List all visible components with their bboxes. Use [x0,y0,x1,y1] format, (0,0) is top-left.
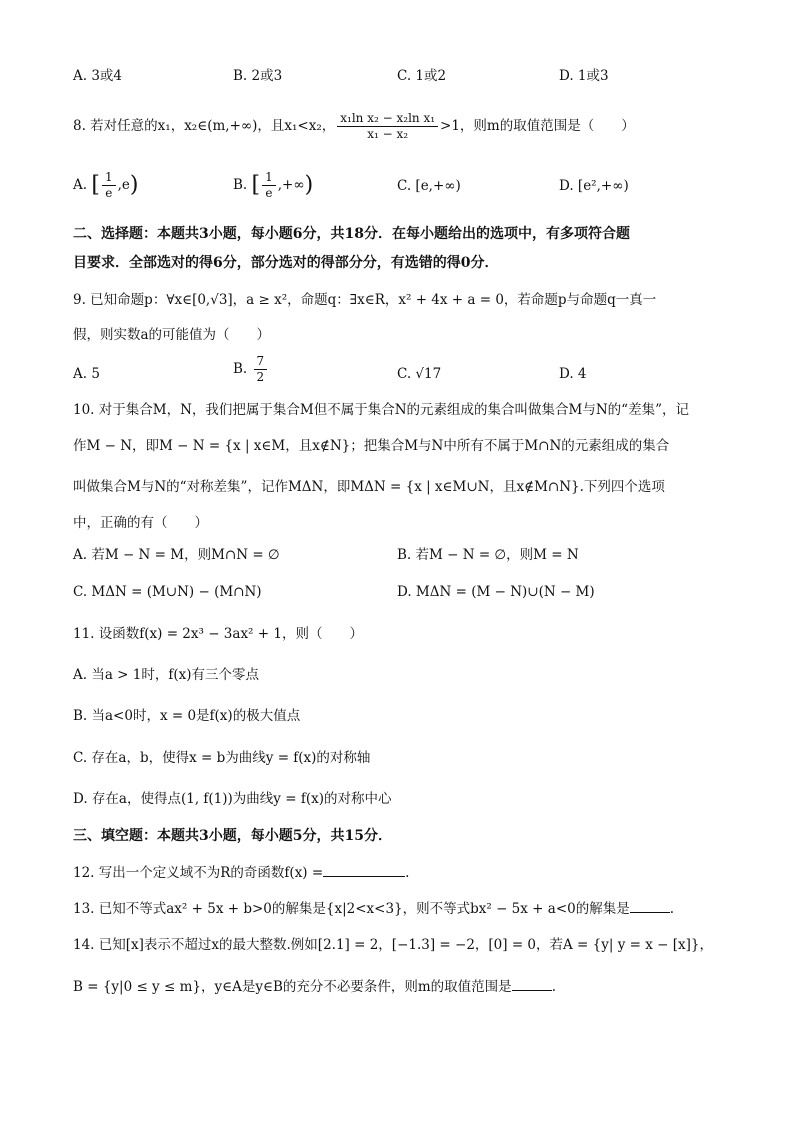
q14-text: B = {y|0 ≤ y ≤ m}，y∈A是y∈B的充分不必要条件，则m的取值范围是 [73,979,512,995]
q7-option-a: A. 3或4 [73,68,123,84]
q14-answer-blank[interactable] [512,976,552,991]
q8-option-b-den: e [265,186,273,200]
q10-stem-line3: 叫做集合M与N的“对称差集”，记作MΔN，即MΔN = {x | x∈M∪N，且x∉M∩N}.下列四个选项 [73,479,665,495]
q10-option-c: C. MΔN = (M∪N) − (M∩N) [73,584,262,600]
q13-stem [73,898,744,919]
q8-option-a-den: e [105,186,113,200]
q8-prefix: 8. 若对任意的x₁，x₂∈(m,+∞)，且x₁<x₂， [73,118,336,134]
q8-stem [73,111,744,142]
q12-answer-blank[interactable] [323,862,405,877]
q9-stem-line1: 9. 已知命题p：∀x∈[0,√3]，a ≥ x²，命题q：∃x∈R，x² + 4x + a = 0，若命题p与命题q一真一 [73,292,657,308]
q10-stem-line1: 10. 对于集合M，N，我们把属于集合M但不属于集合N的元素组成的集合叫做集合M与N的“差集”，记 [73,402,689,418]
section2-heading-line2: 目要求．全部选对的得6分，部分选对的得部分分，有选错的得0分． [73,255,499,271]
q11-stem: 11. 设函数f(x) = 2x³ − 3ax² + 1，则（ ） [73,626,363,642]
q12-stem [73,862,744,883]
q14-stem-line2 [73,976,744,997]
q8-option-b-frac [262,170,276,201]
q8-fraction [337,111,438,142]
q9-stem-line2: 假，则实数a的可能值为（ ） [73,327,271,343]
q12-end: . [405,865,410,881]
q9-option-c: C. √17 [397,366,442,382]
q8-option-a-label: A. [73,177,88,193]
q13-text: 13. 已知不等式ax² + 5x + b>0的解集是{x|2<x<3}，则不等式bx² − 5x + a<0的解集是 [73,901,630,917]
q8-option-b: B. [ $\frac{1}{e}$ ,+∞) [233,170,314,200]
section2-heading-line1: 二、选择题：本题共3小题，每小题6分，共18分．在每小题给出的选项中，有多项符合题 [73,226,630,242]
q13-end: . [669,901,675,917]
q11-option-a: A. 当a > 1时，f(x)有三个零点 [73,667,260,683]
q9-option-b-num: 7 [254,354,268,370]
q8-option-a-num: 1 [102,170,116,186]
q7-option-c: C. 1或2 [397,68,447,84]
q10-stem-line2: 作M − N，即M − N = {x | x∈M，且x∉N}；把集合M与N中所有不属于M∩N的元素组成的集合 [73,438,670,454]
q11-option-d: D. 存在a，使得点(1, f(1))为曲线y = f(x)的对称中心 [73,791,392,807]
q13-answer-blank[interactable] [630,898,670,913]
q9-option-b-label: B. [233,361,248,377]
q8-option-a-frac [102,170,116,201]
q8-frac-den: x₁ − x₂ [367,127,409,141]
q8-option-b-label: B. [233,177,248,193]
q14-stem-line1: 14. 已知[x]表示不超过x的最大整数.例如[2.1] = 2，[−1.3] = −2，[0] = 0，若A = {y| y = x − [x]}， [73,937,713,953]
q10-option-a: A. 若M − N = M，则M∩N = ∅ [73,547,280,563]
q8-option-a-tail: ,e [117,177,130,193]
q11-option-c: C. 存在a，b，使得x = b为曲线y = f(x)的对称轴 [73,750,371,766]
q12-text: 12. 写出一个定义域不为R的奇函数f(x) = [73,865,324,881]
q10-option-b: B. 若M − N = ∅，则M = N [397,547,579,563]
q8-option-c: C. [e,+∞) [397,178,461,194]
section3-heading: 三、填空题：本题共3小题，每小题5分，共15分． [73,828,392,844]
q8-option-a: A. [ $\frac{1}{e}$ ,e) [73,170,139,200]
q7-option-d: D. 1或3 [559,68,609,84]
q9-option-d: D. 4 [559,366,587,382]
q11-option-b: B. 当a<0时，x = 0是f(x)的极大值点 [73,708,301,724]
q10-option-d: D. MΔN = (M − N)∪(N − M) [397,584,595,600]
q9-option-b [233,354,269,385]
q8-option-b-num: 1 [262,170,276,186]
q7-option-b: B. 2或3 [233,68,283,84]
q8-frac-num: x₁ln x₂ − x₂ln x₁ [337,111,438,127]
q8-suffix: >1，则m的取值范围是（ ） [440,118,635,134]
q14-end: . [551,979,556,995]
q10-stem-line4: 中，正确的有（ ） [73,515,208,531]
q8-option-b-tail: ,+∞ [277,177,305,193]
q9-option-b-frac [254,354,268,385]
q8-option-d: D. [e²,+∞) [559,178,629,194]
q9-option-b-den: 2 [256,370,265,384]
q9-option-a: A. 5 [73,366,100,382]
